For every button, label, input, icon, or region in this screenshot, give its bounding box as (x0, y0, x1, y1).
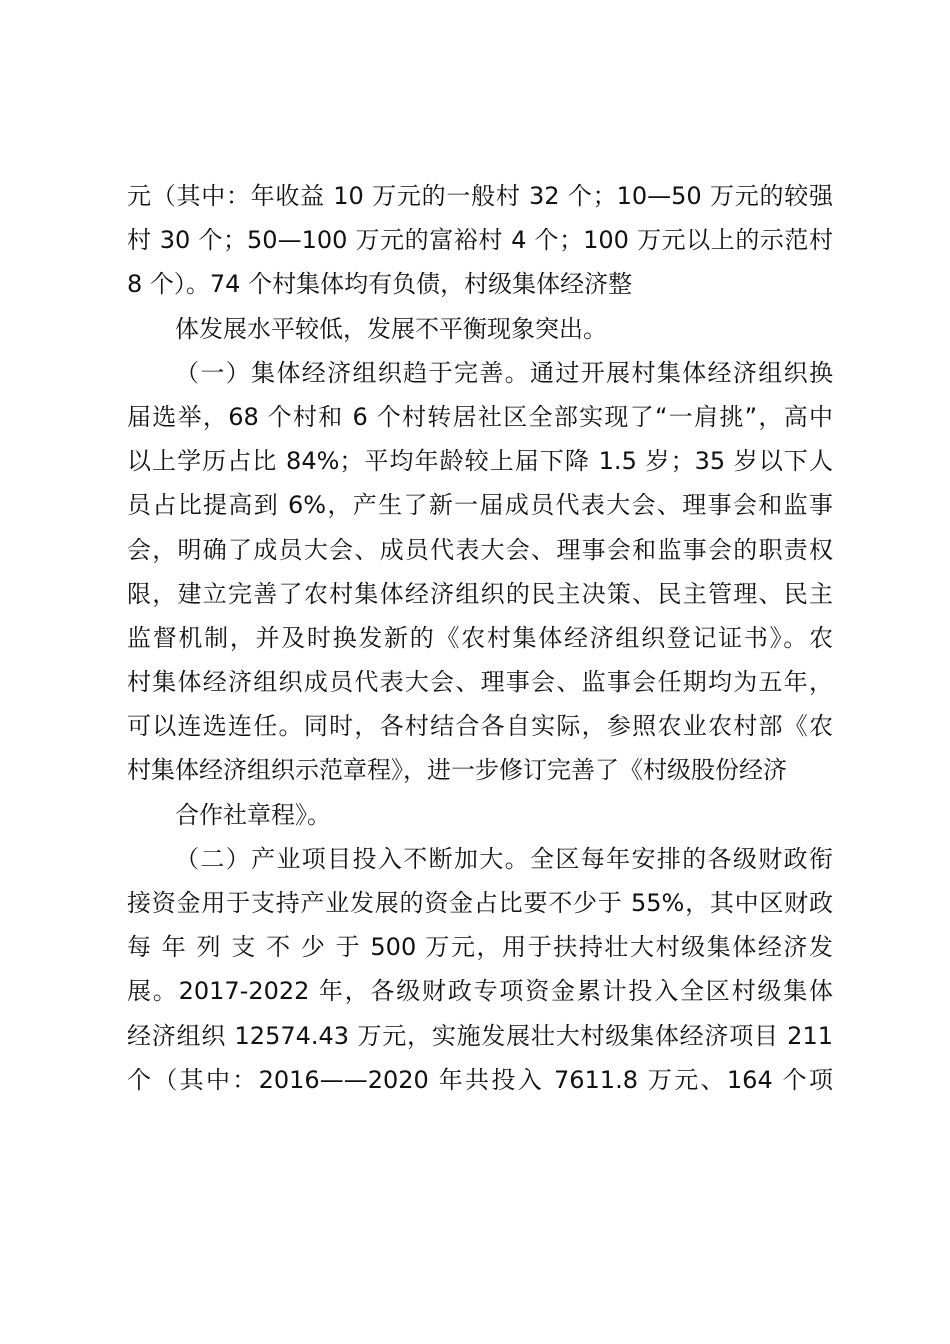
text-line: 限，建立完善了农村集体经济组织的民主决策、民主管理、民主 (127, 579, 833, 608)
text-line: 监督机制，并及时换发新的《农村集体经济组织登记证书》。农 (127, 623, 833, 652)
text-line: 8 个）。74 个村集体均有负债，村级集体经济整 (127, 270, 633, 299)
text-line: 合作社章程》。 (175, 800, 331, 829)
document-body (127, 174, 833, 1102)
text-line: 届选举，68 个村和 6 个村转居社区全部实现了“一肩挑”，高中 (127, 402, 833, 431)
text-line: 接资金用于支持产业发展的资金占比要不少于 55%，其中区财政 (127, 889, 833, 917)
text-line: 体发展水平较低，发展不平衡现象突出。 (175, 314, 607, 343)
paragraph-heading-line: （二）产业项目投入不断加大。全区每年安排的各级财政衔 (175, 844, 833, 873)
text-line: 可以连选连任。同时，各村结合各自实际，参照农业农村部《农 (127, 712, 833, 741)
text-line: 以上学历占比 84%；平均年龄较上届下降 1.5 岁；35 岁以下人 (127, 447, 833, 476)
paragraph-heading-line: （一）集体经济组织趋于完善。通过开展村集体经济组织换 (175, 358, 833, 387)
text-line: 展。2017-2022 年，各级财政专项资金累计投入全区村级集体 (127, 977, 833, 1006)
text-line: 个（其中：2016——2020 年共投入 7611.8 万元、164 个项 (127, 1065, 833, 1094)
text-line: 经济组织 12574.43 万元，实施发展壮大村级集体经济项目 211 (127, 1021, 833, 1050)
text-line: 员占比提高到 6%，产生了新一届成员代表大会、理事会和监事 (127, 491, 833, 520)
text-line: 会，明确了成员大会、成员代表大会、理事会和监事会的职责权 (127, 535, 833, 564)
text-line: 村 30 个；50—100 万元的富裕村 4 个；100 万元以上的示范村 (127, 226, 833, 255)
text-line: 元（其中：年收益 10 万元的一般村 32 个；10—50 万元的较强 (127, 182, 833, 210)
text-line: 村集体经济组织示范章程》，进一步修订完善了《村级股份经济 (127, 756, 787, 785)
text-line: 每 年 列 支 不 少 于 500 万元，用于扶持壮大村级集体经济发 (127, 933, 833, 962)
text-line: 村集体经济组织成员代表大会、理事会、监事会任期均为五年， (127, 668, 833, 697)
